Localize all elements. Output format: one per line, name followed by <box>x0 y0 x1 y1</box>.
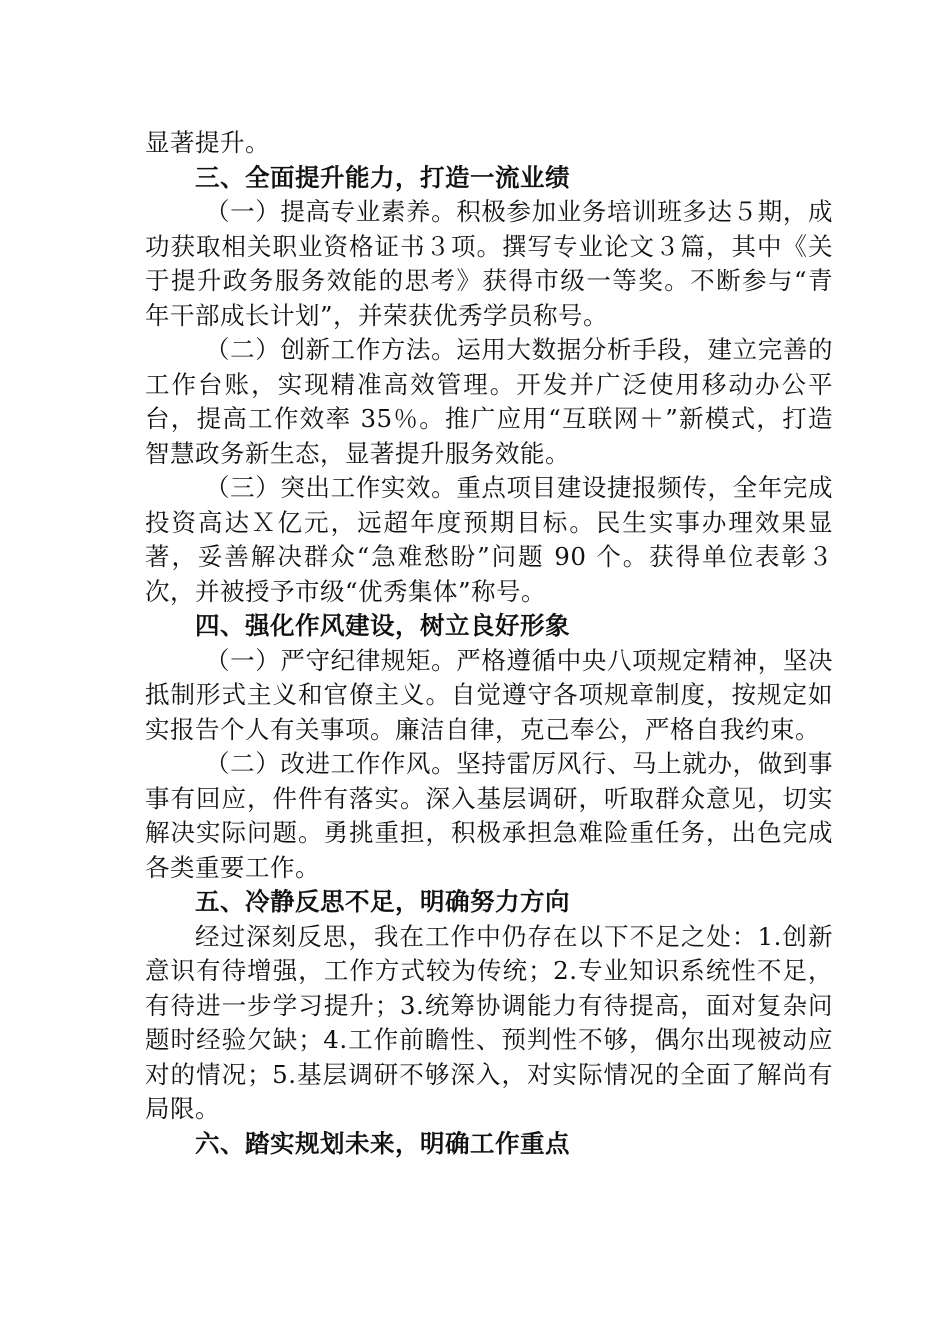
paragraph-4-2: （二）改进工作作风。坚持雷厉风行、马上就办，做到事事有回应，件件有落实。深入基层调研，听取群众意见，切实解决实际问题。勇挑重担，积极承担急难险重任务，出色完成各类重要工作。 <box>145 749 833 882</box>
paragraph-3-3: （三）突出工作实效。重点项目建设捷报频传，全年完成投资高达Ｘ亿元，远超年度预期目标。民生实事办理效果显著，妥善解决群众“急难愁盼”问题 90 个。获得单位表彰３次，并被授予市级“优秀集体”称号。 <box>145 473 833 606</box>
paragraph-3-1: （一）提高专业素养。积极参加业务培训班多达５期，成功获取相关职业资格证书３项。撰写专业论文３篇，其中《关于提升政务服务效能的思考》获得市级一等奖。不断参与“青年干部成长计划”，并荣获优秀学员称号。 <box>145 197 833 330</box>
section-heading-6: 六、踏实规划未来，明确工作重点 <box>195 1128 570 1158</box>
continuation-text: 显著提升。 <box>145 128 270 157</box>
paragraph-5-body: 经过深刻反思，我在工作中仍存在以下不足之处：1.创新意识有待增强，工作方式较为传统；2.专业知识系统性不足，有待进一步学习提升；3.统筹协调能力有待提高，面对复杂问题时经验欠缺；4.工作前瞻性、预判性不够，偶尔出现被动应对的情况；5.基层调研不够深入，对实际情况的全面了解尚有局限。 <box>145 921 833 1123</box>
paragraph-3-2: （二）创新工作方法。运用大数据分析手段，建立完善的工作台账，实现精准高效管理。开发并广泛使用移动办公平台，提高工作效率 35％。推广应用“互联网＋”新模式，打造智慧政务新生态，显著提升服务效能。 <box>145 335 833 468</box>
section-heading-4: 四、强化作风建设，树立良好形象 <box>195 611 570 640</box>
paragraph-4-1: （一）严守纪律规矩。严格遵循中央八项规定精神，坚决抵制形式主义和官僚主义。自觉遵守各项规章制度，按规定如实报告个人有关事项。廉洁自律，克己奉公，严格自我约束。 <box>145 645 833 744</box>
section-heading-3: 三、全面提升能力，打造一流业绩 <box>195 162 570 192</box>
document-body <box>145 126 833 1161</box>
section-heading-5: 五、冷静反思不足，明确努力方向 <box>195 887 570 916</box>
